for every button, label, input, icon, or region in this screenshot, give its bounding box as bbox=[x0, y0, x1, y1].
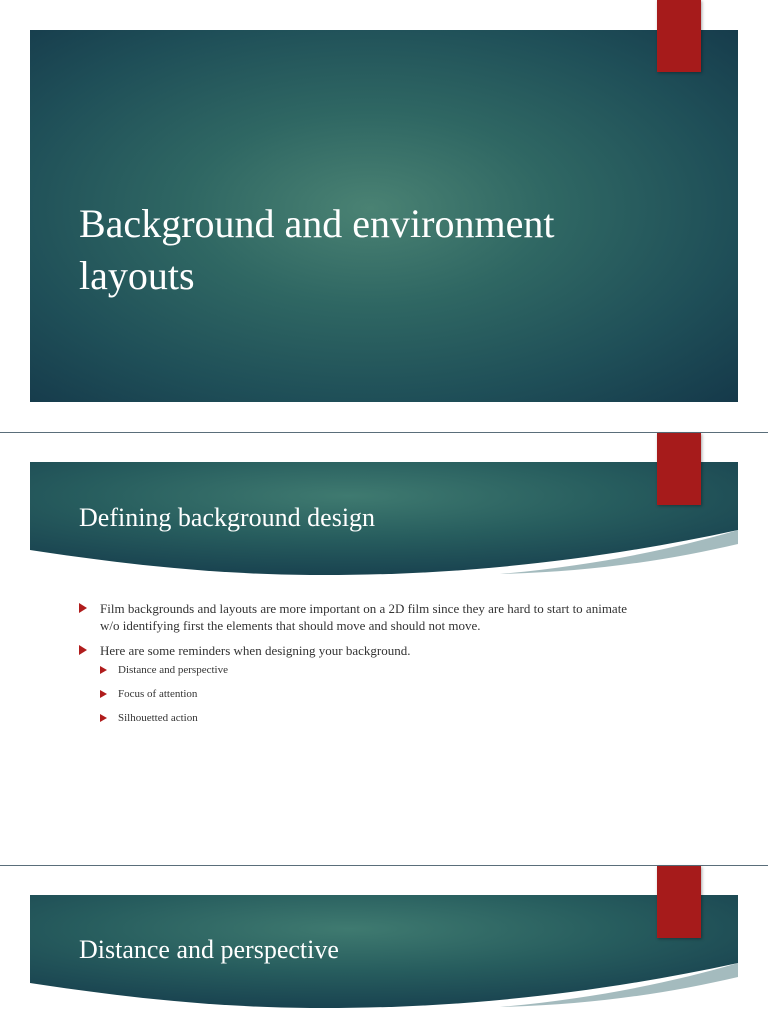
slide-distance-perspective bbox=[0, 866, 768, 1024]
slide-title bbox=[0, 0, 768, 432]
sub-bullet-item bbox=[100, 663, 639, 678]
slide-2-title: Defining background design bbox=[79, 503, 376, 532]
ribbon-marker-icon bbox=[657, 0, 701, 72]
bullet-arrow-icon bbox=[79, 645, 87, 655]
slide-1-title: Background and environment layouts bbox=[79, 201, 555, 298]
bullet-text: Film backgrounds and layouts are more important on a 2D film since they are hard to start to animate w/o identifying first the elements that should move and should not move. bbox=[100, 601, 628, 633]
bullet-arrow-icon bbox=[100, 666, 107, 674]
sub-bullet-item bbox=[100, 711, 639, 726]
sub-bullet-text: Silhouetted action bbox=[118, 712, 198, 724]
bullet-item bbox=[79, 600, 639, 634]
sub-bullet-text: Focus of attention bbox=[118, 688, 198, 700]
bullet-text: Here are some reminders when designing your background. bbox=[100, 643, 411, 658]
slide-3-title: Distance and perspective bbox=[79, 935, 339, 964]
sub-bullet-item bbox=[100, 687, 639, 702]
ribbon-marker-icon bbox=[657, 433, 701, 505]
bullet-arrow-icon bbox=[100, 714, 107, 722]
ribbon-marker-icon bbox=[657, 866, 701, 938]
sub-bullet-list bbox=[100, 663, 639, 726]
sub-bullet-text: Distance and perspective bbox=[118, 664, 228, 676]
bullet-arrow-icon bbox=[100, 690, 107, 698]
bullet-arrow-icon bbox=[79, 603, 87, 613]
bullet-item bbox=[79, 642, 639, 726]
bullet-list bbox=[79, 600, 639, 735]
